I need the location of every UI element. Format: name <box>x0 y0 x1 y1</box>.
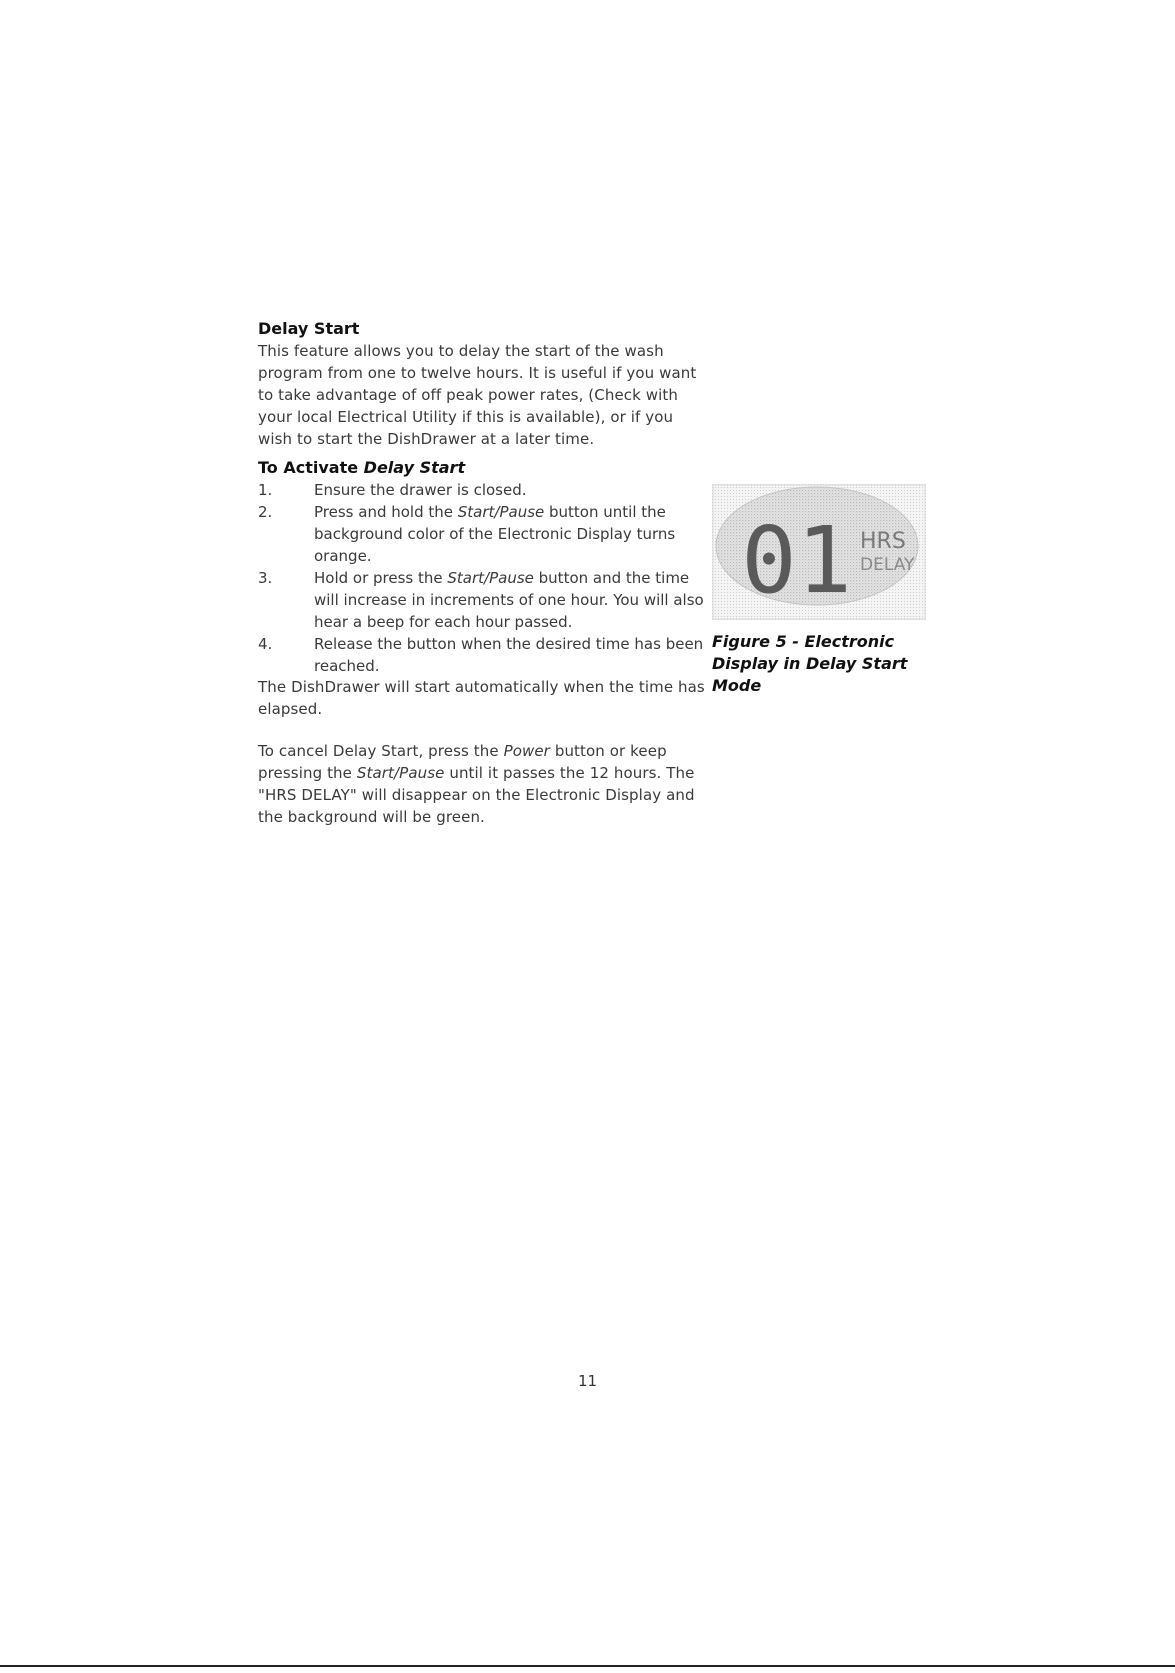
power-term: Power <box>503 742 550 760</box>
activate-heading-emphasis: Delay Start <box>363 458 466 477</box>
activate-heading <box>258 457 708 479</box>
start-pause-term: Start/Pause <box>447 569 534 587</box>
delay-start-heading: Delay Start <box>258 319 360 338</box>
cancel-text <box>258 740 708 828</box>
step-1 <box>258 479 708 501</box>
cancel-text-a: To cancel Delay Start, press the <box>258 742 504 760</box>
hrs-label: HRS <box>860 529 906 554</box>
cancel-section <box>258 740 708 828</box>
start-pause-term: Start/Pause <box>457 503 545 521</box>
activate-steps <box>258 479 708 677</box>
step-number: 2. <box>258 503 273 521</box>
step-text-rest: button until the background color of the Electronic Display turns orange. <box>314 503 676 565</box>
delay-label: DELAY <box>860 555 915 575</box>
page-number: 11 <box>577 1372 598 1390</box>
auto-start-text: The DishDrawer will start automatically when the time has elapsed. <box>258 678 705 718</box>
activate-heading-prefix: To Activate <box>258 458 364 477</box>
display-digits: 01 <box>741 507 852 614</box>
figure-caption: Figure 5 - Electronic Display in Delay Start Mode <box>712 632 908 695</box>
step-2 <box>258 501 708 567</box>
step-text: Hold or press the <box>314 569 448 587</box>
auto-start-section <box>258 676 708 720</box>
step-3 <box>258 567 708 633</box>
delay-start-intro: This feature allows you to delay the start of the wash program from one to twelve hours. It is useful if you want to take advantage of off peak power rates, (Check with your local Electrical Utility if this is available), or if you wish to start the DishDrawer at a later time. <box>258 342 697 448</box>
step-number: 3. <box>258 569 273 587</box>
cancel-text-b: button or keep pressing the <box>258 742 667 782</box>
start-pause-term: Start/Pause <box>356 764 445 782</box>
step-text: Release the button when the desired time has been reached. <box>314 635 704 675</box>
step-text-rest: button and the time will increase in increments of one hour. You will also hear a beep for each hour passed. <box>314 569 704 631</box>
step-number: 4. <box>258 635 273 653</box>
delay-start-section <box>258 318 708 450</box>
step-text: Ensure the drawer is closed. <box>314 481 527 499</box>
bottom-edge-line <box>0 1665 1175 1667</box>
step-4 <box>258 633 708 677</box>
activate-section <box>258 457 708 677</box>
step-number: 1. <box>258 481 273 499</box>
electronic-display-image <box>712 484 926 620</box>
step-text: Press and hold the <box>314 503 458 521</box>
electronic-display-figure <box>712 484 926 620</box>
cancel-text-c: until it passes the 12 hours. The "HRS DELAY" will disappear on the Electronic Display and the background will be green. <box>258 764 695 826</box>
